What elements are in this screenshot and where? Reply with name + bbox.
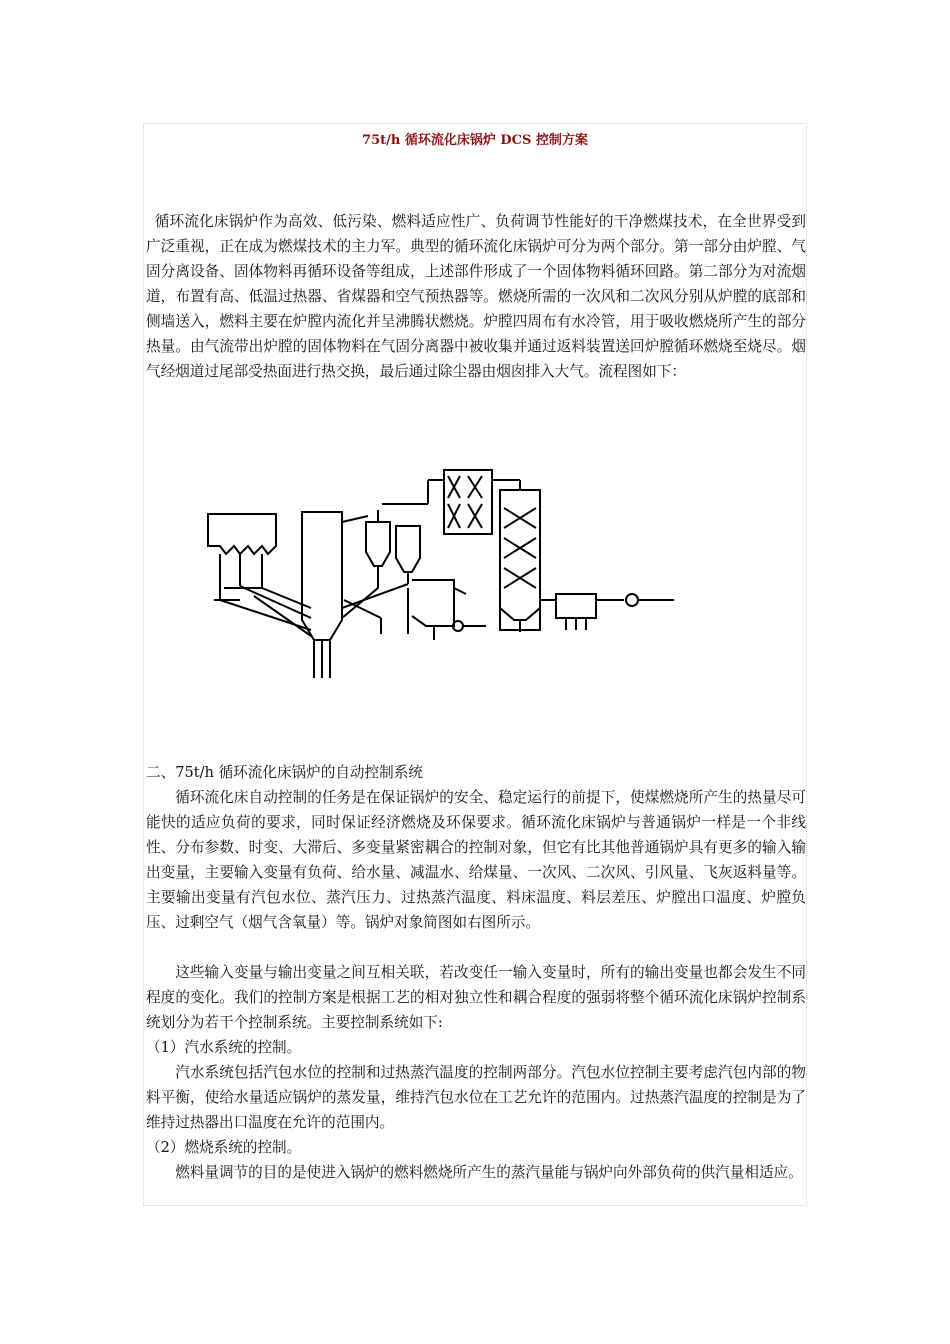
subsection-2-paragraph: 燃料量调节的目的是使进入锅炉的燃料燃烧所产生的蒸汽量能与锅炉向外部负荷的供汽量相适应。: [175, 1164, 803, 1181]
section-2-paragraph-1: 循环流化床自动控制的任务是在保证锅炉的安全、稳定运行的前提下，使煤燃烧所产生的热量尽可能快的适应负荷的要求，同时保证经济燃烧及环保要求。循环流化床锅炉与普通锅炉一样是一个非线性、分布参数、时变、大滞后、多变量紧密耦合的控制对象，但它有比其他普通锅炉具有更多的输入输出变量，主要输入变量有负荷、给水量、减温水、给煤量、一次风、二次风、引风量、飞灰返料量等。主要输出变量有汽包水位、蒸汽压力、过热蒸汽温度、料床温度、料层差压、炉膛出口温度、炉膛负压、过剩空气（烟气含氧量）等。锅炉对象简图如右图所示。: [146, 789, 806, 931]
subsection-1-paragraph: 汽水系统包括汽包水位的控制和过热蒸汽温度的控制两部分。汽包水位控制主要考虑汽包内部的物料平衡，使给水量适应锅炉的蒸发量，维持汽包水位在工艺允许的范围内。过热蒸汽温度的控制是为了维持过热器出口温度在允许的范围内。: [146, 1064, 806, 1131]
section-2-heading: 二、75t/h 循环流化床锅炉的自动控制系统: [146, 764, 423, 781]
section-2-paragraph-2: 这些输入变量与输出变量之间互相关联，若改变任一输入变量时，所有的输出变量也都会发生不同程度的变化。我们的控制方案是根据工艺的相对独立性和耦合程度的强弱将整个循环流化床锅炉控制系统划分为若干个控制系统。主要控制系统如下:: [146, 964, 806, 1031]
subsection-1-heading: （1）汽水系统的控制。: [146, 1039, 302, 1056]
boiler-flow-diagram: [196, 468, 676, 683]
subsection-2-heading: （2）燃烧系统的控制。: [146, 1139, 302, 1156]
intro-paragraph: 循环流化床锅炉作为高效、低污染、燃料适应性广、负荷调节性能好的干净燃煤技术，在全世界受到广泛重视，正在成为燃煤技术的主力军。典型的循环流化床锅炉可分为两个部分。第一部分由炉膛、气固分离设备、固体物料再循环设备等组成，上述部件形成了一个固体物料循环回路。第二部分为对流烟道，布置有高、低温过热器、省煤器和空气预热器等。燃烧所需的一次风和二次风分别从炉膛的底部和侧墙送入，燃料主要在炉膛内流化并呈沸腾状燃烧。炉膛四周布有水冷管，用于吸收燃烧所产生的部分热量。由气流带出炉膛的固体物料在气固分离器中被收集并通过返料装置送回炉膛循环燃烧至烧尽。烟气经烟道过尾部受热面进行热交换，最后通过除尘器由烟囱排入大气。流程图如下：: [146, 213, 806, 380]
page-title: 75t/h 循环流化床锅炉 DCS 控制方案: [362, 133, 588, 148]
